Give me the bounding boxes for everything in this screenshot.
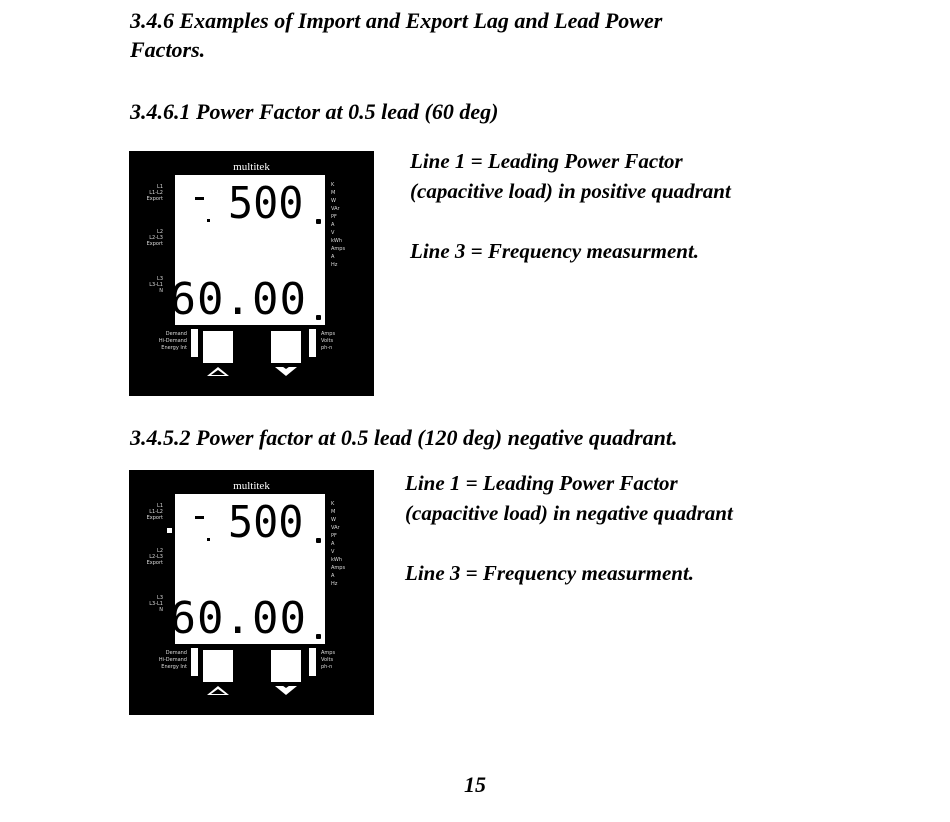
meter-line3-value: 60.00 — [169, 593, 307, 644]
decimal-point — [207, 538, 210, 541]
meter-left-labels-group1: L1 L1-L2 Export — [146, 184, 163, 202]
desc2-line2: (capacitive load) in negative quadrant — [405, 501, 733, 525]
minus-sign — [195, 516, 204, 519]
up-arrow-icon — [207, 686, 229, 695]
meter-units: K M W VAr PF A V kWh Amps A Hz — [331, 501, 346, 587]
meter-display-1 — [129, 151, 374, 396]
section-heading-line2: Factors. — [130, 37, 206, 62]
meter-button-up[interactable] — [203, 331, 233, 363]
meter-left-labels-group1: L1 L1-L2 Export — [146, 503, 163, 521]
subsection1-title: 3.4.6.1 Power Factor at 0.5 lead (60 deg) — [130, 99, 499, 124]
section-heading — [130, 6, 662, 64]
meter-indicator-bar-left — [191, 329, 198, 357]
meter-units: K M W VAr PF A V kWh Amps A Hz — [331, 182, 346, 268]
meter-button-up[interactable] — [203, 650, 233, 682]
meter-bottom-right-labels: Amps Volts ph-n — [321, 331, 336, 351]
meter-left-labels-group2: L2 L2-L3 Export — [146, 548, 163, 566]
page-number: 15 — [464, 772, 486, 797]
desc1-line2: (capacitive load) in positive quadrant — [410, 179, 731, 203]
line3-indicator — [316, 634, 321, 639]
down-arrow-icon — [275, 367, 297, 376]
export-indicator — [167, 528, 172, 533]
subsection2-description — [405, 468, 733, 588]
meter-screen — [169, 494, 325, 644]
meter-bottom-right-labels: Amps Volts ph-n — [321, 650, 336, 670]
meter-indicator-bar-left — [191, 648, 198, 676]
desc2-line3: Line 3 = Frequency measurment. — [405, 561, 695, 585]
meter-line1-value: 500 — [227, 497, 303, 548]
line3-indicator — [316, 315, 321, 320]
desc1-line1: Line 1 = Leading Power Factor — [410, 149, 683, 173]
meter-line3-value: 60.00 — [169, 274, 307, 325]
decimal-point — [207, 219, 210, 222]
down-arrow-icon — [275, 686, 297, 695]
desc1-line3: Line 3 = Frequency measurment. — [410, 239, 700, 263]
meter-brand: multitek — [233, 480, 270, 492]
meter-left-labels-group2: L2 L2-L3 Export — [146, 229, 163, 247]
meter-left-labels-group3: L3 L3-L1 N — [149, 595, 163, 613]
desc2-line1: Line 1 = Leading Power Factor — [405, 471, 678, 495]
minus-sign — [195, 197, 204, 200]
meter-button-down[interactable] — [271, 650, 301, 682]
meter-bottom-left-labels: Demand Hi-Demand Energy Int — [158, 331, 187, 351]
subsection1-description — [410, 146, 731, 266]
meter-display-2 — [129, 470, 374, 715]
section-heading-line1: 3.4.6 Examples of Import and Export Lag and Lead Power — [130, 8, 663, 33]
meter-indicator-bar-right — [309, 648, 316, 676]
meter-button-down[interactable] — [271, 331, 301, 363]
up-arrow-icon — [207, 367, 229, 376]
line1-indicator — [316, 219, 321, 224]
meter-line1-value: 500 — [227, 178, 303, 229]
meter-screen — [169, 175, 325, 325]
meter-indicator-bar-right — [309, 329, 316, 357]
meter-left-labels-group3: L3 L3-L1 N — [149, 276, 163, 294]
subsection2-title: 3.4.5.2 Power factor at 0.5 lead (120 deg) negative quadrant. — [130, 425, 678, 450]
meter-brand: multitek — [233, 161, 270, 173]
meter-bottom-left-labels: Demand Hi-Demand Energy Int — [158, 650, 187, 670]
line1-indicator — [316, 538, 321, 543]
